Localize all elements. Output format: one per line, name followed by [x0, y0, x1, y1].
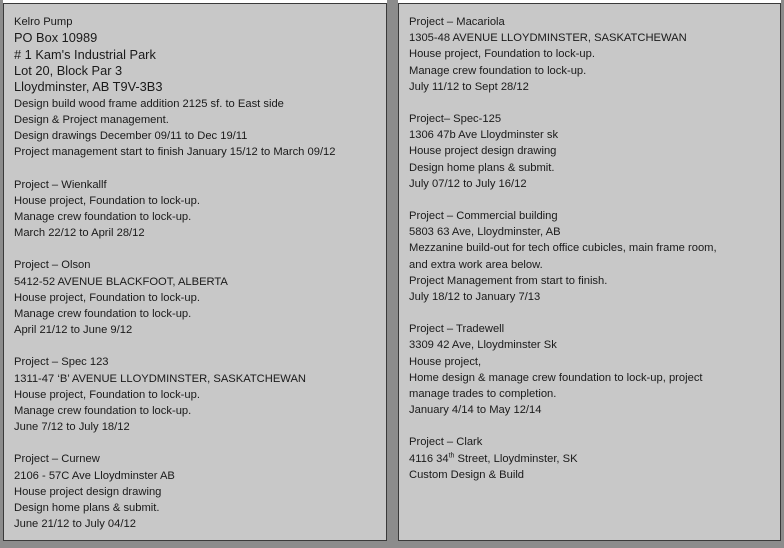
right-panel-content — [409, 14, 770, 530]
project-title: Project – Wienkallf — [14, 178, 107, 191]
project-line: Project Management from start to finish. — [409, 274, 608, 287]
project-line: House project, Foundation to lock-up. — [14, 291, 200, 304]
address-street: Street, Lloydminster, SK — [454, 452, 578, 465]
project-address: 1305-48 AVENUE LLOYDMINSTER, SASKATCHEWAN — [409, 32, 687, 45]
project-address: 5803 63 Ave, Lloydminster, AB — [409, 226, 561, 239]
project-line: manage trades to completion. — [409, 388, 557, 401]
project-line: House project, Foundation to lock-up. — [409, 48, 595, 61]
project-line: Design home plans & submit. — [14, 502, 160, 515]
project-line: House project, — [409, 355, 482, 368]
project-title: Project – Macariola — [409, 16, 505, 28]
address-number: 4116 34 — [409, 452, 449, 465]
project-clark — [409, 434, 770, 483]
project-line: Design home plans & submit. — [409, 161, 555, 174]
project-title: Project – Clark — [409, 436, 483, 449]
project-address: 5412-52 AVENUE BLACKFOOT, ALBERTA — [14, 275, 228, 288]
project-address: 2106 - 57C Ave Lloydminster AB — [14, 469, 175, 482]
ordinal-suffix: th — [448, 451, 455, 459]
project-wienkallf — [14, 177, 376, 242]
project-title: Project – Spec 123 — [14, 356, 109, 369]
project-line: Custom Design & Build — [409, 468, 525, 481]
project-address: 3309 42 Ave, Lloydminster Sk — [409, 339, 557, 352]
project-line: Manage crew foundation to lock-up. — [14, 211, 192, 224]
project-olson — [14, 257, 376, 338]
project-line: Manage crew foundation to lock-up. — [409, 64, 587, 77]
project-dates: July 11/12 to Sept 28/12 — [409, 80, 529, 93]
address-line-1: # 1 Kam's Industrial Park — [14, 46, 156, 62]
project-line: House project, Foundation to lock-up. — [14, 388, 200, 401]
project-dates: July 18/12 to January 7/13 — [409, 291, 541, 304]
project-title: Project – Commercial building — [409, 210, 558, 223]
project-title: Project – Olson — [14, 259, 91, 272]
project-dates: June 7/12 to July 18/12 — [14, 421, 130, 434]
project-dates: July 07/12 to July 16/12 — [409, 177, 527, 190]
right-panel — [398, 3, 781, 541]
company-name: Kelro Pump — [14, 16, 73, 28]
project-title: Project – Curnew — [14, 453, 100, 466]
project-address: 1311-47 ‘B’ AVENUE LLOYDMINSTER, SASKATCHEWAN — [14, 372, 306, 385]
project-line: Mezzanine build-out for tech office cubicles, main frame room, — [409, 242, 717, 255]
project-curnew — [14, 451, 376, 532]
frame-bottom-edge — [0, 541, 784, 548]
project-title: Project – Tradewell — [409, 323, 505, 336]
frame-divider — [387, 0, 398, 548]
left-panel — [3, 3, 387, 541]
project-dates: March 22/12 to April 28/12 — [14, 227, 145, 240]
project-commercial-building — [409, 208, 770, 305]
left-panel-content — [14, 14, 376, 530]
project-dates: April 21/12 to June 9/12 — [14, 324, 133, 337]
project-spec-125 — [409, 111, 770, 192]
project-macariola — [409, 14, 770, 95]
address-line-2: Lot 20, Block Par 3 — [14, 63, 123, 79]
header-line: Design & Project management. — [14, 114, 169, 127]
header-line: Project management start to finish January 15/12 to March 09/12 — [14, 146, 336, 159]
project-title: Project– Spec-125 — [409, 113, 502, 126]
project-tradewell — [409, 321, 770, 418]
company-header — [14, 14, 376, 161]
project-dates: June 21/12 to July 04/12 — [14, 518, 136, 531]
project-spec-123 — [14, 354, 376, 435]
header-line: Design build wood frame addition 2125 sf. to East side — [14, 97, 284, 110]
project-address: 1306 47b Ave Lloydminster sk — [409, 129, 559, 142]
project-address — [409, 451, 770, 467]
project-line: Home design & manage crew foundation to lock-up, project — [409, 371, 703, 384]
project-line: Manage crew foundation to lock-up. — [14, 405, 192, 418]
project-line: House project, Foundation to lock-up. — [14, 194, 200, 207]
project-line: House project design drawing — [14, 485, 162, 498]
header-line: Design drawings December 09/11 to Dec 19/11 — [14, 130, 248, 143]
po-box: PO Box 10989 — [14, 30, 98, 46]
address-city: Lloydminster, AB T9V-3B3 — [14, 79, 163, 95]
project-line: and extra work area below. — [409, 258, 543, 271]
project-line: House project design drawing — [409, 145, 557, 158]
project-dates: January 4/14 to May 12/14 — [409, 404, 542, 417]
project-line: Manage crew foundation to lock-up. — [14, 308, 192, 321]
